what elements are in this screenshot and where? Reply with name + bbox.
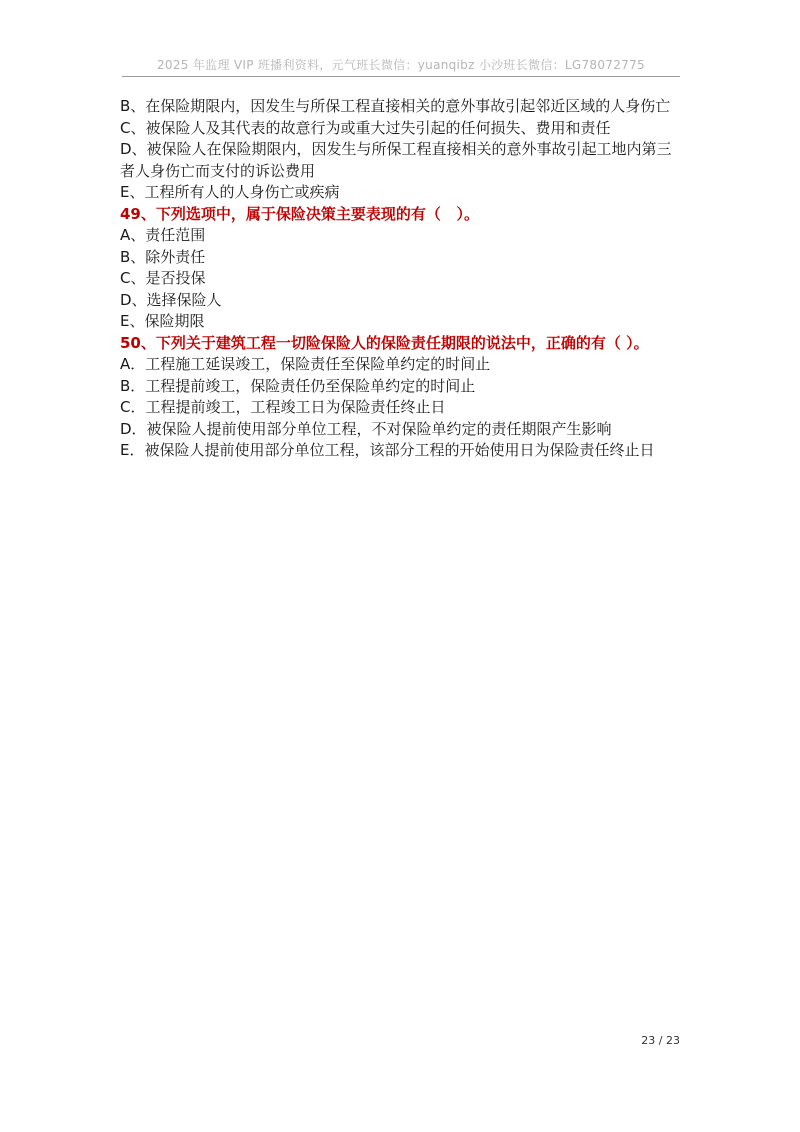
option-d-prev: D、被保险人在保险期限内，因发生与所保工程直接相关的意外事故引起工地内第三者人身伤亡而支付的诉讼费用 [120, 140, 672, 180]
q49-option-d: D、选择保险人 [120, 290, 222, 309]
q49-option-b: B、除外责任 [120, 247, 206, 266]
header-divider [122, 76, 680, 77]
option-c-prev: C、被保险人及其代表的故意行为或重大过失引起的任何损失、费用和责任 [120, 118, 611, 137]
q49-option-e: E、保险期限 [120, 312, 205, 330]
q49-option-a: A、责任范围 [120, 226, 206, 244]
question-50: 50、下列关于建筑工程一切险保险人的保险责任期限的说法中，正确的有（ ）。 [120, 333, 649, 352]
option-e-prev: E、工程所有人的人身伤亡或疾病 [120, 183, 340, 201]
q50-option-d: D．被保险人提前使用部分单位工程，不对保险单约定的责任期限产生影响 [120, 419, 612, 438]
question-49: 49、下列选项中，属于保险决策主要表现的有（ ）。 [120, 204, 480, 223]
q50-option-e: E．被保险人提前使用部分单位工程，该部分工程的开始使用日为保险责任终止日 [120, 441, 655, 459]
q50-option-c: C．工程提前竣工，工程竣工日为保险责任终止日 [120, 398, 446, 416]
option-b-prev: B、在保险期限内，因发生与所保工程直接相关的意外事故引起邻近区域的人身伤亡 [120, 97, 671, 115]
page-number: 23 / 23 [641, 1034, 680, 1047]
document-body [120, 96, 686, 462]
q50-option-b: B．工程提前竣工，保险责任仍至保险单约定的时间止 [120, 376, 476, 395]
q49-option-c: C、是否投保 [120, 269, 206, 287]
q50-option-a: A．工程施工延误竣工，保险责任至保险单约定的时间止 [120, 355, 491, 373]
page-header: 2025 年监理 VIP 班播利资料，元气班长微信：yuanqibz 小沙班长微信：LG78072775 [157, 58, 645, 72]
